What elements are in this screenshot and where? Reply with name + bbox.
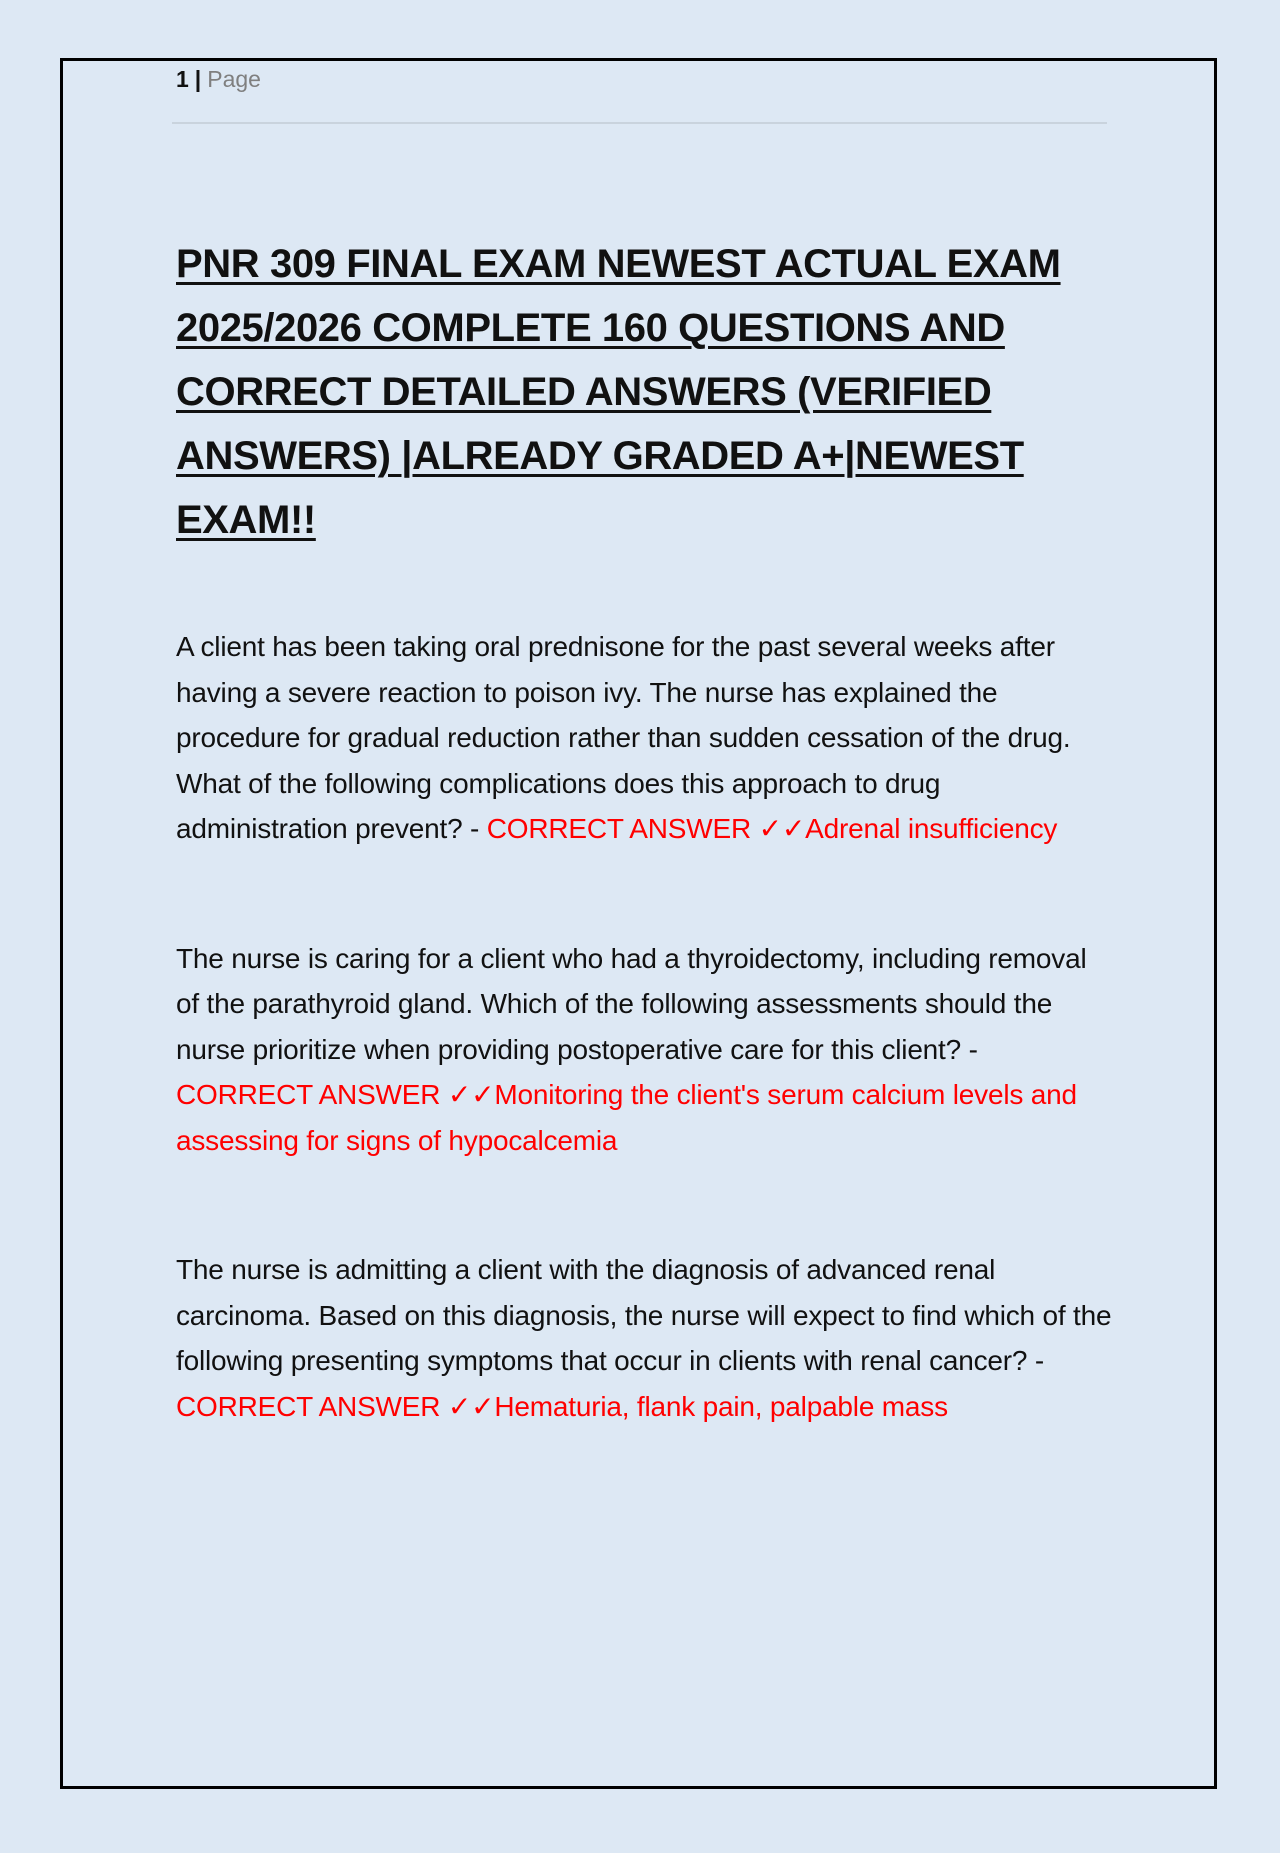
- question-text: The nurse is caring for a client who had a thyroidectomy, including removal of the parathyroid gland. Which of the following assessments should the nurse prioritize when providing postoperative care for this client? -: [176, 942, 1087, 1065]
- header-divider: [172, 122, 1107, 124]
- page-number: 1: [176, 66, 189, 92]
- answer-prefix: CORRECT ANSWER: [176, 1079, 448, 1110]
- document-title: PNR 309 FINAL EXAM NEWEST ACTUAL EXAM 2025/2026 COMPLETE 160 QUESTIONS AND CORRECT DETAILED ANSWERS (VERIFIED ANSWERS) |ALREADY GRADED A+|NEWEST EXAM!!: [176, 242, 1061, 542]
- question-block-3: [176, 1247, 1116, 1429]
- answer-text: Adrenal insufficiency: [805, 813, 1058, 844]
- question-block-1: [176, 624, 1116, 852]
- page-separator: |: [194, 66, 202, 92]
- answer-prefix: CORRECT ANSWER: [486, 813, 759, 844]
- question-text: The nurse is admitting a client with the diagnosis of advanced renal carcinoma. Based on this diagnosis, the nurse will expect to find which of the following presenting symptoms that occur in clients with renal cancer? -: [176, 1254, 1112, 1376]
- checkmark-icon: ✓✓: [447, 1079, 495, 1110]
- page-label: Page: [207, 66, 261, 92]
- question-block-2: [176, 936, 1116, 1164]
- answer-text: Monitoring the client's serum calcium levels and assessing for signs of hypocalcemia: [176, 1079, 1077, 1156]
- page-header: [176, 64, 261, 94]
- question-text: A client has been taking oral prednisone for the past several weeks after having a severe reaction to poison ivy. The nurse has explained the procedure for gradual reduction rather than sudden cessation of the drug. What of the following complications does this approach to drug administration prevent? -: [176, 631, 1071, 844]
- answer-text: Hematuria, flank pain, palpable mass: [494, 1390, 948, 1422]
- checkmark-icon: ✓✓: [758, 813, 806, 844]
- document-body: [176, 232, 1116, 1429]
- answer-prefix: CORRECT ANSWER: [176, 1390, 448, 1422]
- checkmark-icon: ✓✓: [447, 1390, 495, 1422]
